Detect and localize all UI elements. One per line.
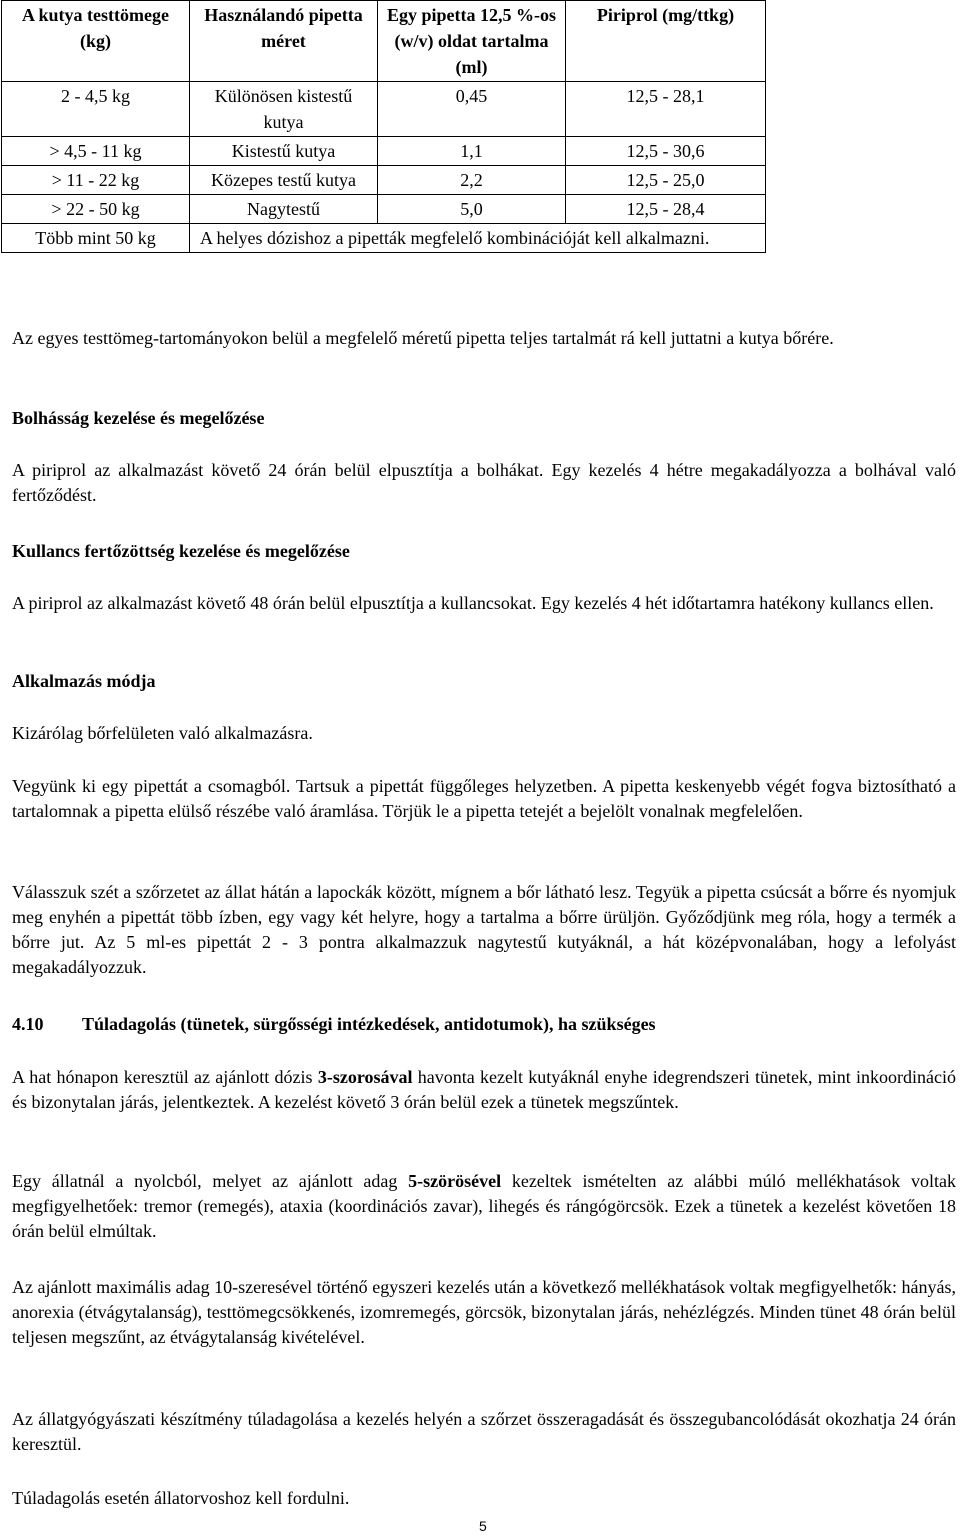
flea-paragraph: A piriprol az alkalmazást követő 24 órán belül elpusztítja a bolhákat. Egy kezelés 4 hétre megakadályozza a bolhával való fertőződést. bbox=[12, 460, 956, 505]
cell-size: Közepes testű kutya bbox=[190, 166, 378, 195]
cell-weight: > 11 - 22 kg bbox=[2, 166, 190, 195]
tick-heading: Kullancs fertőzöttség kezelése és megelőzése bbox=[12, 541, 350, 561]
cell-weight: 2 - 4,5 kg bbox=[2, 82, 190, 137]
admin-paragraph-3: Válasszuk szét a szőrzetet az állat hátán a lapockák között, mígnem a bőr látható lesz. Tegyük a pipetta csúcsát a bőrre és nyomjuk meg enyhén a pipettát több ízben, egy vagy két helyre, hogy a tartalma a bőrre ürüljön. Győződjünk meg róla, hogy a termék a bőrre jut. Az 5 ml-es pipettát 2 - 3 pontra alkalmazzuk nagytestű kutyáknál, a hát középvonalában, hogy a lefolyást megakadályozzuk. bbox=[12, 882, 956, 977]
header-weight: A kutya testtömege (kg) bbox=[2, 1, 190, 82]
cell-dose: 12,5 - 25,0 bbox=[566, 166, 766, 195]
overdose-paragraph-3: Az ajánlott maximális adag 10-szeresével történő egyszeri kezelés után a következő mellékhatások voltak megfigyelhetők: hányás, anorexia (étvágytalanság), testtömegcsökkenés, izomremegés, görcsök, bizonytalan járás, nehézlégzés. Minden tünet 48 órán belül teljesen megszűnt, az étvágytalanság kivételével. bbox=[12, 1277, 956, 1347]
dosage-table bbox=[1, 0, 766, 253]
cell-dose: 12,5 - 28,1 bbox=[566, 82, 766, 137]
admin-heading: Alkalmazás módja bbox=[12, 671, 156, 691]
cell-content: 5,0 bbox=[378, 195, 566, 224]
section-number: 4.10 bbox=[12, 1014, 44, 1034]
overdose-paragraph-4: Az állatgyógyászati készítmény túladagolása a kezelés helyén a szőrzet összeragadását és összegubancolódását okozhatja 24 órán keresztül. bbox=[12, 1409, 956, 1454]
table-row bbox=[2, 224, 766, 253]
cell-size: Kistestű kutya bbox=[190, 137, 378, 166]
od2-bold: 5-szörösével bbox=[408, 1171, 502, 1191]
table-row bbox=[2, 82, 766, 137]
table-row bbox=[2, 166, 766, 195]
cell-dose: 12,5 - 28,4 bbox=[566, 195, 766, 224]
od2-text-c: kezeltek ismételten az alábbi múló mellékhatások voltak megfigyelhetőek: tremor (remegés), ataxia (koordinációs zavar), lihegés és rángógörcsök. Ezek a tünetek a kezelést követően 18 órán belül elmúltak. bbox=[12, 1171, 957, 1241]
cell-weight: > 22 - 50 kg bbox=[2, 195, 190, 224]
cell-dose: 12,5 - 30,6 bbox=[566, 137, 766, 166]
header-piriprol: Piriprol (mg/ttkg) bbox=[566, 1, 766, 82]
page-number: 5 bbox=[479, 1518, 487, 1534]
header-content: Egy pipetta 12,5 %-os (w/v) oldat tartalma (ml) bbox=[378, 1, 566, 82]
od2-text-a: Egy állatnál a nyolcból, melyet az ajánlott adag bbox=[12, 1171, 409, 1191]
cell-size: Nagytestű bbox=[190, 195, 378, 224]
od1-text-a: A hat hónapon keresztül az ajánlott dózis bbox=[12, 1067, 318, 1087]
section-4-10-heading bbox=[12, 1012, 656, 1037]
section-title: Túladagolás (tünetek, sürgősségi intézkedések, antidotumok), ha szükséges bbox=[82, 1014, 656, 1034]
table-row bbox=[2, 137, 766, 166]
od1-text-c: havonta kezelt kutyáknál enyhe idegrendszeri tünetek, mint inkoordináció és bizonytalan járás, jelentkeztek. A kezelést követő 3 órán belül ezek a tünetek megszűntek. bbox=[12, 1067, 956, 1112]
header-pipette-size: Használandó pipetta méret bbox=[190, 1, 378, 82]
intro-paragraph: Az egyes testtömeg-tartományokon belül a megfelelő méretű pipetta teljes tartalmát rá kell juttatni a kutya bőrére. bbox=[12, 328, 834, 348]
flea-heading: Bolhásság kezelése és megelőzése bbox=[12, 408, 265, 428]
cell-weight: Több mint 50 kg bbox=[2, 224, 190, 253]
od1-bold: 3-szorosával bbox=[317, 1067, 413, 1087]
table-row bbox=[2, 195, 766, 224]
cell-weight: > 4,5 - 11 kg bbox=[2, 137, 190, 166]
table-header-row bbox=[2, 1, 766, 82]
cell-combination-note: A helyes dózishoz a pipetták megfelelő kombinációját kell alkalmazni. bbox=[190, 224, 766, 253]
overdose-paragraph-2 bbox=[12, 1169, 956, 1244]
cell-content: 0,45 bbox=[378, 82, 566, 137]
overdose-paragraph-5: Túladagolás esetén állatorvoshoz kell fordulni. bbox=[12, 1488, 350, 1508]
admin-paragraph-1: Kizárólag bőrfelületen való alkalmazásra. bbox=[12, 723, 313, 743]
admin-paragraph-2: Vegyünk ki egy pipettát a csomagból. Tartsuk a pipettát függőleges helyzetben. A pipetta keskenyebb végét fogva biztosítható a tartalomnak a pipetta elülső részébe való áramlása. Törjük le a pipetta tetejét a bejelölt vonalnak megfelelően. bbox=[12, 776, 956, 821]
overdose-paragraph-1 bbox=[12, 1065, 956, 1115]
tick-paragraph: A piriprol az alkalmazást követő 48 órán belül elpusztítja a kullancsokat. Egy kezelés 4 hét időtartamra hatékony kullancs ellen. bbox=[12, 593, 934, 613]
cell-content: 1,1 bbox=[378, 137, 566, 166]
cell-content: 2,2 bbox=[378, 166, 566, 195]
cell-size: Különösen kistestű kutya bbox=[190, 82, 378, 137]
